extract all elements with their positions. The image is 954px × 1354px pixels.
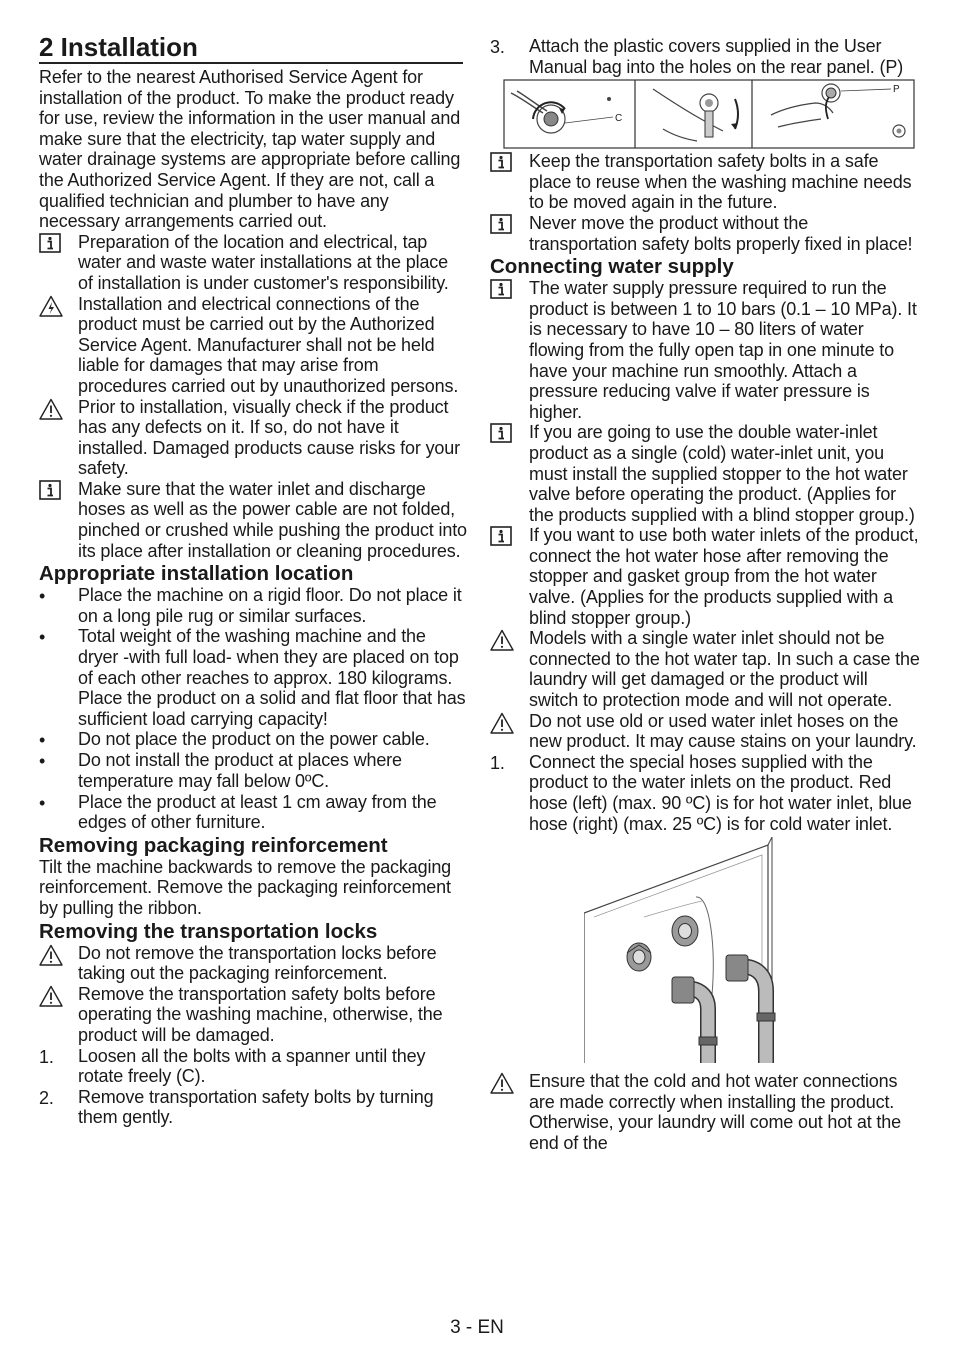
note-text: Preparation of the location and electrical, tap water and waste water installations at the place of installation is under customer's responsibility.	[78, 231, 449, 293]
note-text: If you are going to use the double water-inlet product as a single (cold) water-inlet unit, you must install the supplied stopper to the hot water valve before operating the product. (Applies for the products supplied with a blind stopper group.)	[529, 422, 915, 525]
bullet-text: Total weight of the washing machine and the dryer -with full load- when they are placed on top of each other reaches to approx. 180 kilograms. Place the product on a solid and flat floor that has sufficient load carrying capacity!	[78, 626, 466, 729]
label-c: C	[615, 113, 623, 125]
label-p: P	[893, 84, 900, 96]
note-authorized-agent	[39, 294, 467, 397]
warning-icon	[490, 1071, 529, 1092]
bullet-text: Do not place the product on the power cable.	[78, 729, 430, 750]
warning-icon	[39, 397, 78, 418]
bullet-mark: •	[39, 627, 46, 648]
step-number: 1.	[39, 1046, 54, 1067]
note-text: Do not use old or used water inlet hoses on the new product. It may cause stains on your laundry.	[529, 710, 917, 752]
step-text: Attach the plastic covers supplied in the User Manual bag into the holes on the rear panel. (P)	[529, 36, 904, 77]
transport-bolts-illustration	[503, 79, 915, 149]
warning-icon	[490, 628, 529, 649]
left-column	[39, 32, 467, 1128]
bullet-item	[39, 585, 467, 626]
info-icon	[39, 232, 78, 253]
note-correct-connections	[490, 1071, 920, 1153]
packaging-heading: Removing packaging reinforcement	[39, 833, 388, 857]
note-text: Never move the product without the transportation safety bolts properly fixed in place!	[529, 212, 913, 254]
section-title: 2 Installation	[39, 32, 463, 64]
bullet-item	[39, 750, 467, 791]
note-text: If you want to use both water inlets of the product, connect the hot water hose after removing the stopper and gasket group from the hot water valve. (Applies for the products supplied with a blind stopper group.)	[529, 525, 919, 628]
bullet-mark: •	[39, 586, 46, 607]
info-icon	[490, 525, 529, 546]
step-text: Connect the special hoses supplied with the product to the water inlets on the product. Red hose (left) (max. 90 ºC) is for hot water inlet, blue hose (right) (max. 25 ºC) is for cold water inlet.	[529, 751, 912, 834]
note-preparation	[39, 232, 467, 294]
note-text: Remove the transportation safety bolts before operating the washing machine, otherwise, the product will be damaged.	[78, 983, 443, 1045]
bullet-item	[39, 626, 467, 729]
note-hot-tap-warning	[490, 628, 920, 710]
info-icon	[490, 278, 529, 299]
note-locks-order	[39, 943, 467, 984]
step-item	[39, 1046, 467, 1087]
note-keep-bolts	[490, 151, 920, 213]
step-text: Remove transportation safety bolts by turning them gently.	[78, 1086, 434, 1128]
note-text: Prior to installation, visually check if the product has any defects on it. If so, do not have it installed. Damaged products cause risks for your safety.	[78, 396, 460, 479]
locks-heading: Removing the transportation locks	[39, 919, 378, 943]
location-heading: Appropriate installation location	[39, 562, 354, 586]
step-item	[490, 36, 920, 77]
note-text: Make sure that the water inlet and discharge hoses as well as the power cable are not folded, pinched or crushed while pushing the product into its place after installation or cleaning procedures.	[78, 478, 467, 561]
water-heading: Connecting water supply	[490, 255, 734, 279]
warning-icon	[39, 943, 78, 964]
note-never-move	[490, 213, 920, 254]
info-icon	[490, 213, 529, 234]
warning-icon	[39, 984, 78, 1005]
step-number: 2.	[39, 1087, 54, 1108]
info-icon	[490, 151, 529, 172]
step-number: 3.	[490, 37, 505, 57]
electric-warning-icon	[39, 294, 78, 315]
note-pressure	[490, 278, 920, 422]
note-text: Keep the transportation safety bolts in a safe place to reuse when the washing machine needs to be moved again in the future.	[529, 151, 912, 213]
note-text: Do not remove the transportation locks before taking out the packaging reinforcement.	[78, 942, 437, 984]
note-remove-bolts	[39, 984, 467, 1046]
bullet-text: Place the machine on a rigid floor. Do not place it on a long pile rug or similar surfaces.	[78, 585, 462, 626]
info-icon	[39, 479, 78, 500]
note-text: Installation and electrical connections of the product must be carried out by the Authorized Service Agent. Manufacturer shall not be held liable for damages that may arise from procedures carried out by unauthorized persons.	[78, 293, 459, 396]
note-single-inlet-stopper	[490, 422, 920, 525]
note-visual-check	[39, 397, 467, 479]
step-number: 1.	[490, 752, 505, 773]
bullet-mark: •	[39, 730, 46, 751]
step-item	[39, 1087, 467, 1128]
note-text: The water supply pressure required to run the product is between 1 to 10 bars (0.1 – 10 MPa). It is necessary to have 10 – 80 liters of water flowing from the fully open tap in one minute to have your machine run smoothly. Attach a pressure reducing valve if water pressure is higher.	[529, 278, 917, 422]
step-text: Loosen all the bolts with a spanner until they rotate freely (C).	[78, 1045, 426, 1087]
bullet-text: Place the product at least 1 cm away from the edges of other furniture.	[78, 791, 437, 833]
intro-paragraph: Refer to the nearest Authorised Service Agent for installation of the product. To make the product ready for use, review the information in the user manual and make sure that the electricity, tap water supply and water drainage systems are appropriate before calling the Authorized Service Agent. If they are not, call a qualified technician and plumber to have any necessary arrangements carried out.	[39, 67, 461, 232]
bullet-item	[39, 729, 467, 750]
water-inlet-hoses-illustration	[584, 837, 784, 1063]
page-number: 3 - EN	[450, 1317, 504, 1338]
note-old-hoses	[490, 711, 920, 752]
note-text: Ensure that the cold and hot water connections are made correctly when installing the product. Otherwise, your laundry will come out hot at the end of the	[529, 1071, 901, 1153]
note-both-inlets	[490, 525, 920, 628]
warning-icon	[490, 711, 529, 732]
right-column	[490, 32, 920, 1154]
step-item	[490, 752, 920, 834]
info-icon	[490, 422, 529, 443]
bullet-item	[39, 792, 467, 833]
note-text: Models with a single water inlet should not be connected to the hot water tap. In such a case the laundry will get damaged or the product will switch to protection mode and will not operate.	[529, 628, 920, 711]
note-hoses	[39, 479, 467, 561]
bullet-text: Do not install the product at places where temperature may fall below 0ºC.	[78, 750, 402, 791]
bullet-mark: •	[39, 792, 46, 813]
packaging-paragraph: Tilt the machine backwards to remove the packaging reinforcement. Remove the packaging reinforcement by pulling the ribbon.	[39, 856, 452, 918]
bullet-mark: •	[39, 751, 46, 772]
